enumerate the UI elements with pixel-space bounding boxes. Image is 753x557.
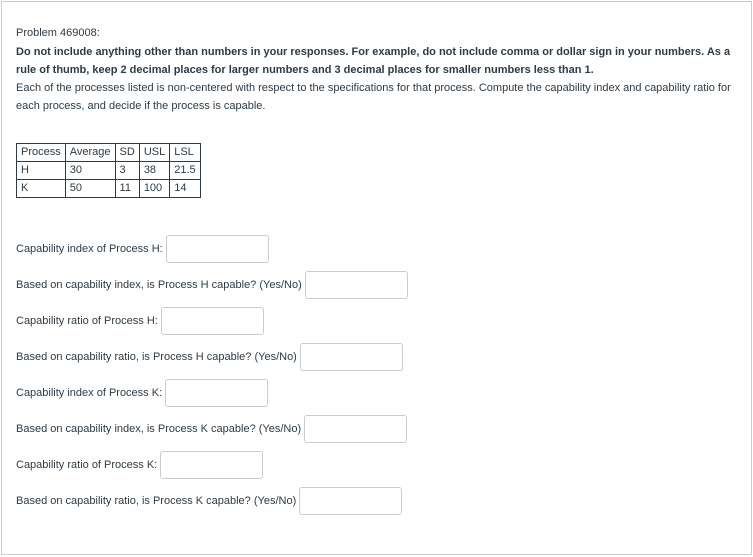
table-row	[17, 180, 201, 198]
index-capable-k-input[interactable]	[304, 415, 407, 443]
capability-ratio-k-input[interactable]	[160, 451, 263, 479]
question-panel	[1, 1, 752, 555]
question-label: Based on capability index, is Process H capable? (Yes/No)	[16, 279, 302, 291]
cell-sd: 3	[115, 162, 139, 180]
ratio-capable-k-input[interactable]	[299, 487, 402, 515]
question-capability-index-h	[16, 235, 269, 263]
cell-usl: 100	[139, 180, 169, 198]
question-label: Based on capability ratio, is Process K capable? (Yes/No)	[16, 495, 297, 507]
ratio-capable-h-input[interactable]	[300, 343, 403, 371]
capability-ratio-h-input[interactable]	[161, 307, 264, 335]
capability-index-h-input[interactable]	[166, 235, 269, 263]
question-label: Capability index of Process H:	[16, 243, 163, 255]
cell-sd: 11	[115, 180, 139, 198]
cell-lsl: 14	[170, 180, 200, 198]
problem-instructions: Do not include anything other than numbers in your responses. For example, do not include comma or dollar sign in your numbers. As a rule of thumb, keep 2 decimal places for larger numbers and 3 decimal places for smaller numbers less than 1.	[16, 46, 731, 76]
question-index-capable-k	[16, 415, 407, 443]
cell-usl: 38	[139, 162, 169, 180]
index-capable-h-input[interactable]	[305, 271, 408, 299]
question-ratio-capable-h	[16, 343, 403, 371]
question-capability-ratio-k	[16, 451, 263, 479]
cell-lsl: 21.5	[170, 162, 200, 180]
header-sd: SD	[115, 144, 139, 162]
header-average: Average	[65, 144, 115, 162]
header-process: Process	[17, 144, 66, 162]
process-table	[16, 143, 201, 198]
cell-process: K	[17, 180, 66, 198]
header-lsl: LSL	[170, 144, 200, 162]
question-capability-index-k	[16, 379, 268, 407]
table-row	[17, 162, 201, 180]
cell-average: 30	[65, 162, 115, 180]
capability-index-k-input[interactable]	[165, 379, 268, 407]
problem-description: Each of the processes listed is non-centered with respect to the specifications for that process. Compute the capability index and capability ratio for each process, and decide if the process is capable.	[16, 82, 731, 112]
problem-title: Problem 469008:	[16, 27, 100, 39]
question-label: Capability index of Process K:	[16, 387, 163, 399]
cell-process: H	[17, 162, 66, 180]
question-label: Capability ratio of Process K:	[16, 459, 158, 471]
question-label: Based on capability index, is Process K capable? (Yes/No)	[16, 423, 302, 435]
question-label: Capability ratio of Process H:	[16, 315, 158, 327]
question-capability-ratio-h	[16, 307, 264, 335]
question-label: Based on capability ratio, is Process H capable? (Yes/No)	[16, 351, 297, 363]
question-index-capable-h	[16, 271, 408, 299]
table-header-row	[17, 144, 201, 162]
cell-average: 50	[65, 180, 115, 198]
header-usl: USL	[139, 144, 169, 162]
question-ratio-capable-k	[16, 487, 402, 515]
